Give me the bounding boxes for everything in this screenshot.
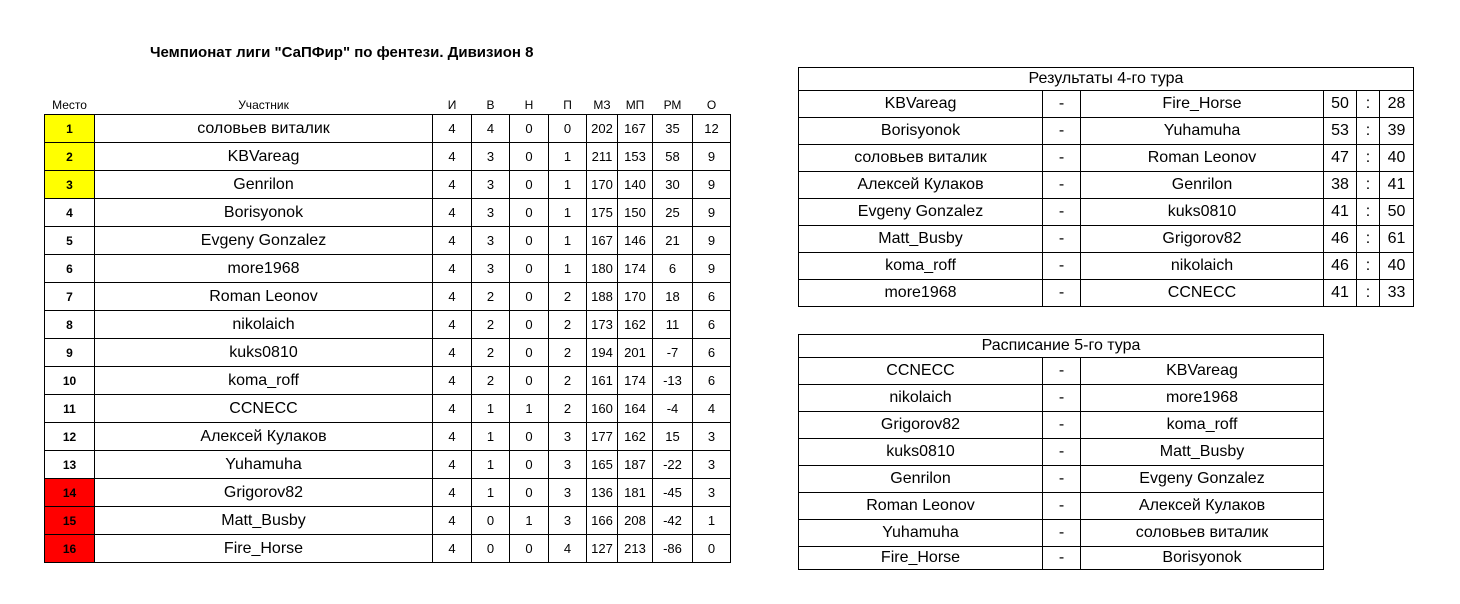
away-team: Genrilon	[1081, 172, 1324, 199]
place-cell: 12	[45, 423, 95, 451]
games-cell: 4	[433, 367, 472, 395]
wins-cell: 4	[472, 115, 510, 143]
losses-cell: 0	[549, 115, 587, 143]
result-row	[799, 118, 1414, 145]
participant-name: Borisyonok	[95, 199, 433, 227]
home-team: CCNECC	[799, 358, 1043, 385]
column-header: П	[563, 98, 572, 112]
page-title: Чемпионат лиги "СаПФир" по фентези. Дивизион 8	[150, 44, 534, 61]
home-team: соловьев виталик	[799, 145, 1043, 172]
away-score: 50	[1380, 199, 1414, 226]
away-team: more1968	[1081, 385, 1324, 412]
vs-dash: -	[1043, 358, 1081, 385]
column-header: Н	[524, 98, 534, 112]
standings-row	[45, 115, 731, 143]
draws-cell: 0	[510, 339, 549, 367]
column-header: В	[486, 98, 495, 112]
points-against-cell: 164	[618, 395, 653, 423]
schedule-row	[799, 547, 1324, 570]
score-separator: :	[1357, 118, 1380, 145]
points-diff-cell: -22	[653, 451, 693, 479]
schedule-row	[799, 466, 1324, 493]
wins-cell: 0	[472, 507, 510, 535]
losses-cell: 2	[549, 395, 587, 423]
losses-cell: 3	[549, 507, 587, 535]
games-cell: 4	[433, 451, 472, 479]
score-cell: 0	[693, 535, 731, 563]
points-against-cell: 208	[618, 507, 653, 535]
place-cell: 1	[45, 115, 95, 143]
vs-dash: -	[1043, 91, 1081, 118]
vs-dash: -	[1043, 172, 1081, 199]
draws-cell: 0	[510, 143, 549, 171]
standings-body	[45, 115, 731, 563]
score-cell: 12	[693, 115, 731, 143]
points-against-cell: 170	[618, 283, 653, 311]
points-diff-cell: 6	[653, 255, 693, 283]
standings-row	[45, 423, 731, 451]
vs-dash: -	[1043, 280, 1081, 307]
away-score: 61	[1380, 226, 1414, 253]
schedule-row	[799, 493, 1324, 520]
points-against-cell: 162	[618, 423, 653, 451]
draws-cell: 0	[510, 199, 549, 227]
points-for-cell: 167	[587, 227, 618, 255]
away-team: Fire_Horse	[1081, 91, 1324, 118]
round5-schedule-table	[798, 334, 1324, 570]
points-for-cell: 165	[587, 451, 618, 479]
points-for-cell: 160	[587, 395, 618, 423]
home-team: Grigorov82	[799, 412, 1043, 439]
vs-dash: -	[1043, 547, 1081, 570]
wins-cell: 3	[472, 227, 510, 255]
home-team: Matt_Busby	[799, 226, 1043, 253]
wins-cell: 3	[472, 143, 510, 171]
losses-cell: 2	[549, 339, 587, 367]
points-against-cell: 201	[618, 339, 653, 367]
standings-table	[44, 96, 731, 563]
score-cell: 6	[693, 283, 731, 311]
away-team: Yuhamuha	[1081, 118, 1324, 145]
away-team: Алексей Кулаков	[1081, 493, 1324, 520]
participant-name: CCNECC	[95, 395, 433, 423]
score-cell: 6	[693, 339, 731, 367]
results-title: Результаты 4-го тура	[799, 68, 1414, 91]
home-score: 53	[1324, 118, 1357, 145]
games-cell: 4	[433, 311, 472, 339]
standings-row	[45, 171, 731, 199]
result-row	[799, 172, 1414, 199]
losses-cell: 3	[549, 479, 587, 507]
score-cell: 9	[693, 171, 731, 199]
away-team: koma_roff	[1081, 412, 1324, 439]
draws-cell: 1	[510, 395, 549, 423]
vs-dash: -	[1043, 253, 1081, 280]
place-cell: 10	[45, 367, 95, 395]
games-cell: 4	[433, 283, 472, 311]
points-diff-cell: 35	[653, 115, 693, 143]
home-score: 50	[1324, 91, 1357, 118]
points-diff-cell: 11	[653, 311, 693, 339]
result-row	[799, 280, 1414, 307]
vs-dash: -	[1043, 145, 1081, 172]
column-header: И	[447, 98, 457, 112]
points-diff-cell: 21	[653, 227, 693, 255]
standings-row	[45, 255, 731, 283]
losses-cell: 2	[549, 311, 587, 339]
games-cell: 4	[433, 479, 472, 507]
wins-cell: 3	[472, 199, 510, 227]
vs-dash: -	[1043, 199, 1081, 226]
losses-cell: 1	[549, 171, 587, 199]
draws-cell: 0	[510, 115, 549, 143]
draws-cell: 0	[510, 283, 549, 311]
column-header: Место	[52, 98, 87, 112]
standings-row	[45, 367, 731, 395]
standings-row	[45, 199, 731, 227]
away-team: CCNECC	[1081, 280, 1324, 307]
away-score: 33	[1380, 280, 1414, 307]
home-team: Yuhamuha	[799, 520, 1043, 547]
vs-dash: -	[1043, 385, 1081, 412]
wins-cell: 3	[472, 171, 510, 199]
points-diff-cell: 25	[653, 199, 693, 227]
points-diff-cell: -42	[653, 507, 693, 535]
schedule-row	[799, 520, 1324, 547]
participant-name: соловьев виталик	[95, 115, 433, 143]
points-for-cell: 136	[587, 479, 618, 507]
place-cell: 5	[45, 227, 95, 255]
draws-cell: 0	[510, 311, 549, 339]
score-separator: :	[1357, 145, 1380, 172]
place-cell: 14	[45, 479, 95, 507]
result-row	[799, 91, 1414, 118]
participant-name: Yuhamuha	[95, 451, 433, 479]
standings-row	[45, 339, 731, 367]
place-cell: 2	[45, 143, 95, 171]
participant-name: Genrilon	[95, 171, 433, 199]
vs-dash: -	[1043, 412, 1081, 439]
games-cell: 4	[433, 255, 472, 283]
points-for-cell: 170	[587, 171, 618, 199]
away-score: 28	[1380, 91, 1414, 118]
home-score: 46	[1324, 253, 1357, 280]
standings-row	[45, 227, 731, 255]
points-against-cell: 187	[618, 451, 653, 479]
schedule-row	[799, 412, 1324, 439]
points-for-cell: 180	[587, 255, 618, 283]
score-cell: 3	[693, 451, 731, 479]
away-team: Borisyonok	[1081, 547, 1324, 570]
games-cell: 4	[433, 115, 472, 143]
games-cell: 4	[433, 339, 472, 367]
participant-name: Matt_Busby	[95, 507, 433, 535]
place-cell: 13	[45, 451, 95, 479]
games-cell: 4	[433, 507, 472, 535]
place-cell: 7	[45, 283, 95, 311]
home-score: 41	[1324, 280, 1357, 307]
standings-row	[45, 143, 731, 171]
result-row	[799, 145, 1414, 172]
wins-cell: 2	[472, 367, 510, 395]
away-team: Evgeny Gonzalez	[1081, 466, 1324, 493]
score-cell: 4	[693, 395, 731, 423]
schedule-row	[799, 358, 1324, 385]
losses-cell: 2	[549, 367, 587, 395]
home-team: KBVareag	[799, 91, 1043, 118]
place-cell: 4	[45, 199, 95, 227]
home-team: Fire_Horse	[799, 547, 1043, 570]
column-header: Участник	[238, 98, 289, 112]
score-separator: :	[1357, 172, 1380, 199]
schedule-title-row	[799, 335, 1324, 358]
place-cell: 9	[45, 339, 95, 367]
standings-header-row	[45, 96, 731, 115]
schedule-title: Расписание 5-го тура	[799, 335, 1324, 358]
participant-name: Fire_Horse	[95, 535, 433, 563]
result-row	[799, 226, 1414, 253]
wins-cell: 1	[472, 395, 510, 423]
column-header: МЗ	[593, 98, 611, 112]
place-cell: 11	[45, 395, 95, 423]
vs-dash: -	[1043, 118, 1081, 145]
draws-cell: 0	[510, 171, 549, 199]
home-score: 38	[1324, 172, 1357, 199]
wins-cell: 2	[472, 339, 510, 367]
points-against-cell: 153	[618, 143, 653, 171]
away-score: 39	[1380, 118, 1414, 145]
standings-row	[45, 395, 731, 423]
losses-cell: 1	[549, 255, 587, 283]
vs-dash: -	[1043, 226, 1081, 253]
score-cell: 3	[693, 423, 731, 451]
score-cell: 9	[693, 255, 731, 283]
away-team: Matt_Busby	[1081, 439, 1324, 466]
points-against-cell: 213	[618, 535, 653, 563]
wins-cell: 2	[472, 283, 510, 311]
score-cell: 9	[693, 199, 731, 227]
result-row	[799, 253, 1414, 280]
points-diff-cell: 18	[653, 283, 693, 311]
points-diff-cell: 30	[653, 171, 693, 199]
games-cell: 4	[433, 171, 472, 199]
participant-name: nikolaich	[95, 311, 433, 339]
standings-row	[45, 479, 731, 507]
home-score: 47	[1324, 145, 1357, 172]
points-for-cell: 202	[587, 115, 618, 143]
losses-cell: 3	[549, 423, 587, 451]
losses-cell: 4	[549, 535, 587, 563]
games-cell: 4	[433, 227, 472, 255]
points-against-cell: 174	[618, 255, 653, 283]
points-diff-cell: -86	[653, 535, 693, 563]
score-separator: :	[1357, 226, 1380, 253]
losses-cell: 1	[549, 143, 587, 171]
away-team: Grigorov82	[1081, 226, 1324, 253]
score-cell: 3	[693, 479, 731, 507]
points-for-cell: 161	[587, 367, 618, 395]
draws-cell: 0	[510, 255, 549, 283]
standings-row	[45, 535, 731, 563]
points-for-cell: 194	[587, 339, 618, 367]
points-for-cell: 211	[587, 143, 618, 171]
score-separator: :	[1357, 280, 1380, 307]
standings-row	[45, 311, 731, 339]
away-team: соловьев виталик	[1081, 520, 1324, 547]
vs-dash: -	[1043, 520, 1081, 547]
wins-cell: 2	[472, 311, 510, 339]
participant-name: Evgeny Gonzalez	[95, 227, 433, 255]
column-header: МП	[625, 98, 645, 112]
vs-dash: -	[1043, 466, 1081, 493]
away-score: 41	[1380, 172, 1414, 199]
vs-dash: -	[1043, 439, 1081, 466]
home-team: Roman Leonov	[799, 493, 1043, 520]
draws-cell: 1	[510, 507, 549, 535]
home-team: Evgeny Gonzalez	[799, 199, 1043, 226]
points-for-cell: 166	[587, 507, 618, 535]
wins-cell: 1	[472, 479, 510, 507]
home-score: 46	[1324, 226, 1357, 253]
points-for-cell: 177	[587, 423, 618, 451]
draws-cell: 0	[510, 227, 549, 255]
draws-cell: 0	[510, 367, 549, 395]
round4-results-table	[798, 67, 1414, 307]
participant-name: more1968	[95, 255, 433, 283]
participant-name: Алексей Кулаков	[95, 423, 433, 451]
score-cell: 9	[693, 143, 731, 171]
points-diff-cell: -4	[653, 395, 693, 423]
standings-row	[45, 283, 731, 311]
wins-cell: 3	[472, 255, 510, 283]
participant-name: Roman Leonov	[95, 283, 433, 311]
vs-dash: -	[1043, 493, 1081, 520]
points-diff-cell: 15	[653, 423, 693, 451]
home-team: nikolaich	[799, 385, 1043, 412]
participant-name: KBVareag	[95, 143, 433, 171]
losses-cell: 1	[549, 227, 587, 255]
away-team: nikolaich	[1081, 253, 1324, 280]
schedule-row	[799, 439, 1324, 466]
place-cell: 16	[45, 535, 95, 563]
points-diff-cell: -7	[653, 339, 693, 367]
points-for-cell: 173	[587, 311, 618, 339]
column-header: О	[706, 98, 717, 112]
points-diff-cell: -13	[653, 367, 693, 395]
wins-cell: 0	[472, 535, 510, 563]
home-team: Borisyonok	[799, 118, 1043, 145]
participant-name: koma_roff	[95, 367, 433, 395]
score-cell: 1	[693, 507, 731, 535]
place-cell: 15	[45, 507, 95, 535]
place-cell: 8	[45, 311, 95, 339]
points-diff-cell: -45	[653, 479, 693, 507]
away-score: 40	[1380, 253, 1414, 280]
draws-cell: 0	[510, 423, 549, 451]
score-separator: :	[1357, 199, 1380, 226]
home-team: Алексей Кулаков	[799, 172, 1043, 199]
home-team: Genrilon	[799, 466, 1043, 493]
column-header: РМ	[663, 98, 682, 112]
points-against-cell: 167	[618, 115, 653, 143]
away-team: Roman Leonov	[1081, 145, 1324, 172]
results-title-row	[799, 68, 1414, 91]
place-cell: 3	[45, 171, 95, 199]
score-separator: :	[1357, 91, 1380, 118]
wins-cell: 1	[472, 451, 510, 479]
away-team: KBVareag	[1081, 358, 1324, 385]
draws-cell: 0	[510, 535, 549, 563]
games-cell: 4	[433, 199, 472, 227]
standings-row	[45, 451, 731, 479]
away-team: kuks0810	[1081, 199, 1324, 226]
points-against-cell: 174	[618, 367, 653, 395]
score-cell: 6	[693, 311, 731, 339]
points-against-cell: 162	[618, 311, 653, 339]
points-for-cell: 127	[587, 535, 618, 563]
draws-cell: 0	[510, 451, 549, 479]
points-for-cell: 175	[587, 199, 618, 227]
losses-cell: 2	[549, 283, 587, 311]
home-score: 41	[1324, 199, 1357, 226]
score-separator: :	[1357, 253, 1380, 280]
games-cell: 4	[433, 143, 472, 171]
participant-name: kuks0810	[95, 339, 433, 367]
away-score: 40	[1380, 145, 1414, 172]
losses-cell: 3	[549, 451, 587, 479]
draws-cell: 0	[510, 479, 549, 507]
home-team: more1968	[799, 280, 1043, 307]
points-against-cell: 140	[618, 171, 653, 199]
points-against-cell: 146	[618, 227, 653, 255]
standings-row	[45, 507, 731, 535]
games-cell: 4	[433, 535, 472, 563]
points-against-cell: 150	[618, 199, 653, 227]
points-against-cell: 181	[618, 479, 653, 507]
score-cell: 6	[693, 367, 731, 395]
games-cell: 4	[433, 423, 472, 451]
score-cell: 9	[693, 227, 731, 255]
participant-name: Grigorov82	[95, 479, 433, 507]
home-team: koma_roff	[799, 253, 1043, 280]
points-diff-cell: 58	[653, 143, 693, 171]
games-cell: 4	[433, 395, 472, 423]
wins-cell: 1	[472, 423, 510, 451]
result-row	[799, 199, 1414, 226]
points-for-cell: 188	[587, 283, 618, 311]
losses-cell: 1	[549, 199, 587, 227]
place-cell: 6	[45, 255, 95, 283]
home-team: kuks0810	[799, 439, 1043, 466]
schedule-row	[799, 385, 1324, 412]
